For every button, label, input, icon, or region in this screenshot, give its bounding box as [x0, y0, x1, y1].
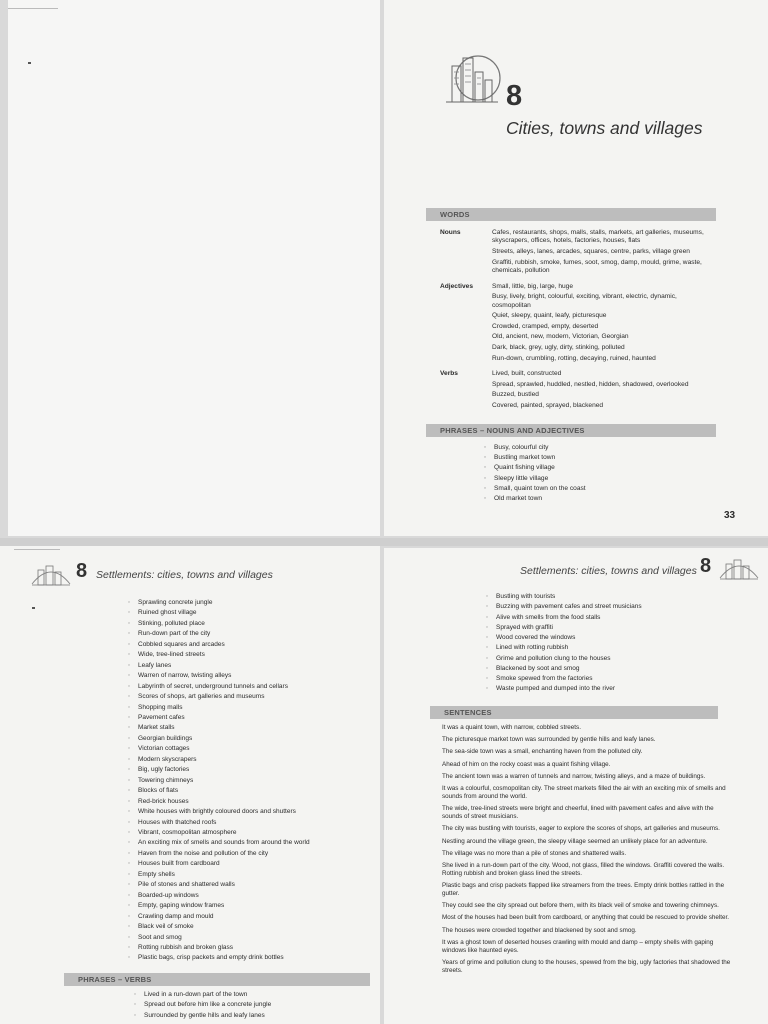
- words-line: Spread, sprawled, huddled, nestled, hidden, shadowed, overlooked: [492, 380, 689, 388]
- list-item: ◦ Crawling damp and mould: [128, 912, 368, 922]
- sentence: The houses were crowded together and blackened by soot and smog.: [442, 926, 637, 934]
- words-line: Busy, lively, bright, colourful, exciting, vibrant, electric, dynamic, cosmopolitan: [492, 293, 677, 309]
- list-item: ◦ Lived in a run-down part of the town: [134, 990, 374, 1000]
- sentence: The city was bustling with tourists, eager to explore the scores of shops, art galleries and museums.: [442, 825, 720, 833]
- list-item: ◦ Georgian buildings: [128, 734, 368, 744]
- scan-mark: [14, 549, 60, 550]
- list-item: ◦ Buzzing with pavement cafes and street musicians: [486, 602, 756, 612]
- sentences-list: [442, 724, 732, 979]
- list-item: ◦ White houses with brightly coloured doors and shutters: [128, 807, 368, 817]
- list-item: ◦ Lined with rotting rubbish: [486, 643, 756, 653]
- list-item: ◦ Blackened by soot and smog: [486, 664, 756, 674]
- phrases-nouns-list: [484, 443, 586, 504]
- list-item: ◦ Haven from the noise and pollution of the city: [128, 849, 368, 859]
- chapter-title: Cities, towns and villages: [506, 118, 703, 138]
- running-head-number: 8: [700, 555, 712, 577]
- scan-speck: [28, 62, 31, 64]
- list-item: ◦ Quaint fishing village: [484, 463, 586, 473]
- words-line: Crowded, cramped, empty, deserted: [492, 322, 599, 330]
- list-item: ◦ Leafy lanes: [128, 661, 368, 671]
- sentence: The sea-side town was a small, enchanting haven from the polluted city.: [442, 748, 643, 756]
- list-item: ◦ Vibrant, cosmopolitan atmosphere: [128, 828, 368, 838]
- city-skyline-icon: [718, 554, 760, 582]
- list-item: ◦ Waste pumped and dumped into the river: [486, 684, 756, 694]
- words-line: Run-down, crumbling, rotting, decaying, ruined, haunted: [492, 354, 656, 362]
- list-item: ◦ Old market town: [484, 494, 586, 504]
- list-item: ◦ Surrounded by gentle hills and leafy lanes: [134, 1011, 374, 1021]
- list-item: ◦ Spread out before him like a concrete jungle: [134, 1000, 374, 1010]
- scan-speck: [32, 607, 35, 609]
- list-item: ◦ Labyrinth of secret, underground tunnels and cellars: [128, 682, 368, 692]
- list-item: ◦ Soot and smog: [128, 933, 368, 943]
- phrases-verbs-heading: PHRASES – VERBS: [64, 973, 370, 986]
- page-number: 33: [724, 510, 736, 521]
- sentence: Plastic bags and crisp packets flapped like streamers from the trees. Empty drink bottles rattled in the gutter.: [442, 882, 725, 898]
- list-item: ◦ Modern skyscrapers: [128, 755, 368, 765]
- phrases-list-right: [486, 592, 756, 695]
- words-line: Dark, black, grey, ugly, dirty, stinking, polluted: [492, 343, 625, 351]
- words-label: Verbs: [440, 370, 458, 378]
- sentence: Most of the houses had been built from cardboard, or anything that could be rescued to provide shelter.: [442, 914, 730, 922]
- words-line: Quiet, sleepy, quaint, leafy, picturesque: [492, 312, 607, 320]
- list-item: ◦ Red-brick houses: [128, 797, 368, 807]
- list-item: ◦ Sprawling concrete jungle: [128, 598, 368, 608]
- city-skyline-icon: [442, 52, 502, 106]
- list-item: ◦ Grime and pollution clung to the houses: [486, 654, 756, 664]
- chapter-number: 8: [506, 80, 523, 112]
- list-item: ◦ Small, quaint town on the coast: [484, 484, 586, 494]
- list-item: ◦ Run-down part of the city: [128, 629, 368, 639]
- list-item: ◦ Sleepy little village: [484, 474, 586, 484]
- words-line: Cafes, restaurants, shops, malls, stalls, markets, art galleries, museums, skyscrapers, offices, hotels, factories, houses, flats: [492, 229, 704, 245]
- words-label: Adjectives: [440, 282, 473, 290]
- list-item: ◦ Alive with smells from the food stalls: [486, 613, 756, 623]
- list-item: ◦ Empty shells: [128, 870, 368, 880]
- list-item: ◦ Busy, colourful city: [484, 443, 586, 453]
- words-group-adjectives: [440, 283, 716, 366]
- sentence: The village was no more than a pile of stones and shattered walls.: [442, 849, 627, 857]
- list-item: ◦ Boarded-up windows: [128, 891, 368, 901]
- blank-page: [8, 0, 380, 536]
- page-divider: [0, 538, 768, 546]
- list-item: ◦ An exciting mix of smells and sounds from around the world: [128, 838, 368, 848]
- list-item: ◦ Scores of shops, art galleries and museums: [128, 692, 368, 702]
- sentences-heading: SENTENCES: [430, 706, 718, 719]
- list-item: ◦ Market stalls: [128, 723, 368, 733]
- sentence: They could see the city spread out before them, with its black veil of smoke and towering chimneys.: [442, 902, 719, 910]
- phrases-list-left: [128, 598, 368, 964]
- list-item: ◦ Shopping malls: [128, 703, 368, 713]
- list-item: ◦ Black veil of smoke: [128, 922, 368, 932]
- list-item: ◦ Victorian cottages: [128, 744, 368, 754]
- words-heading: WORDS: [426, 208, 716, 221]
- sentence: The picturesque market town was surrounded by gentle hills and leafy lanes.: [442, 736, 656, 744]
- running-head-title: Settlements: cities, towns and villages: [96, 569, 273, 581]
- phrases-nouns-heading: PHRASES – NOUNS AND ADJECTIVES: [426, 424, 716, 437]
- list-item: ◦ Blocks of flats: [128, 786, 368, 796]
- list-item: ◦ Bustling with tourists: [486, 592, 756, 602]
- words-line: Lived, built, constructed: [492, 370, 562, 378]
- list-item: ◦ Empty, gaping window frames: [128, 901, 368, 911]
- sentence: Ahead of him on the rocky coast was a quaint fishing village.: [442, 760, 611, 768]
- sentence: It was a quaint town, with narrow, cobbled streets.: [442, 724, 581, 731]
- words-line: Old, ancient, new, modern, Victorian, Georgian: [492, 333, 629, 341]
- words-line: Covered, painted, sprayed, blackened: [492, 401, 604, 409]
- city-skyline-icon: [30, 562, 72, 588]
- list-item: ◦ Smoke spewed from the factories: [486, 674, 756, 684]
- sentence: It was a ghost town of deserted houses crawling with mould and damp – empty shells with gaping windows like haunted eyes.: [442, 938, 714, 954]
- words-line: Graffiti, rubbish, smoke, fumes, soot, smog, damp, mould, grime, waste, chemicals, pollution: [492, 258, 702, 274]
- list-item: ◦ Pile of stones and shattered walls: [128, 880, 368, 890]
- list-item: ◦ Towering chimneys: [128, 776, 368, 786]
- words-line: Small, little, big, large, huge: [492, 282, 573, 290]
- sentence: It was a colourful, cosmopolitan city. The street markets filled the air with an exciting mix of smells and sounds from around the world.: [442, 784, 726, 800]
- sentence: The wide, tree-lined streets were bright and cheerful, lined with pavement cafes and alive with the sounds of street musicians.: [442, 805, 714, 821]
- words-label: Nouns: [440, 229, 461, 236]
- sentence: Years of grime and pollution clung to the houses, spewed from the big, ugly factories that shadowed the streets.: [442, 959, 731, 974]
- words-line: Buzzed, bustled: [492, 391, 539, 399]
- phrases-verbs-list: [134, 990, 374, 1021]
- list-item: ◦ Ruined ghost village: [128, 608, 368, 618]
- sentence: Nestling around the village green, the sleepy village seemed an unlikely place for an adventure.: [442, 837, 708, 845]
- scan-mark: [8, 8, 58, 9]
- list-item: ◦ Sprayed with graffiti: [486, 623, 756, 633]
- chapter-opener-page: [384, 0, 768, 536]
- list-item: ◦ Big, ugly factories: [128, 765, 368, 775]
- words-group-nouns: [440, 229, 716, 278]
- list-item: ◦ Houses built from cardboard: [128, 859, 368, 869]
- list-item: ◦ Cobbled squares and arcades: [128, 640, 368, 650]
- list-item: ◦ Wide, tree-lined streets: [128, 650, 368, 660]
- words-table: [440, 229, 716, 418]
- sentence: The ancient town was a warren of tunnels and narrow, twisting alleys, and a maze of buildings.: [442, 772, 706, 780]
- list-item: ◦ Plastic bags, crisp packets and empty drink bottles: [128, 953, 368, 963]
- list-item: ◦ Rotting rubbish and broken glass: [128, 943, 368, 953]
- list-item: ◦ Bustling market town: [484, 453, 586, 463]
- list-item: ◦ Wood covered the windows: [486, 633, 756, 643]
- running-head-number: 8: [76, 560, 88, 582]
- running-head-title: Settlements: cities, towns and villages: [520, 565, 697, 577]
- sentence: She lived in a run-down part of the city. Wood, not glass, filled the windows. Graffiti covered the walls. Rotting rubbish and broken glass lined the streets.: [442, 861, 725, 877]
- list-item: ◦ Houses with thatched roofs: [128, 818, 368, 828]
- list-item: ◦ Warren of narrow, twisting alleys: [128, 671, 368, 681]
- list-item: ◦ Pavement cafes: [128, 713, 368, 723]
- words-group-verbs: [440, 370, 716, 412]
- list-item: ◦ Stinking, polluted place: [128, 619, 368, 629]
- words-line: Streets, alleys, lanes, arcades, squares, centre, parks, village green: [492, 248, 690, 255]
